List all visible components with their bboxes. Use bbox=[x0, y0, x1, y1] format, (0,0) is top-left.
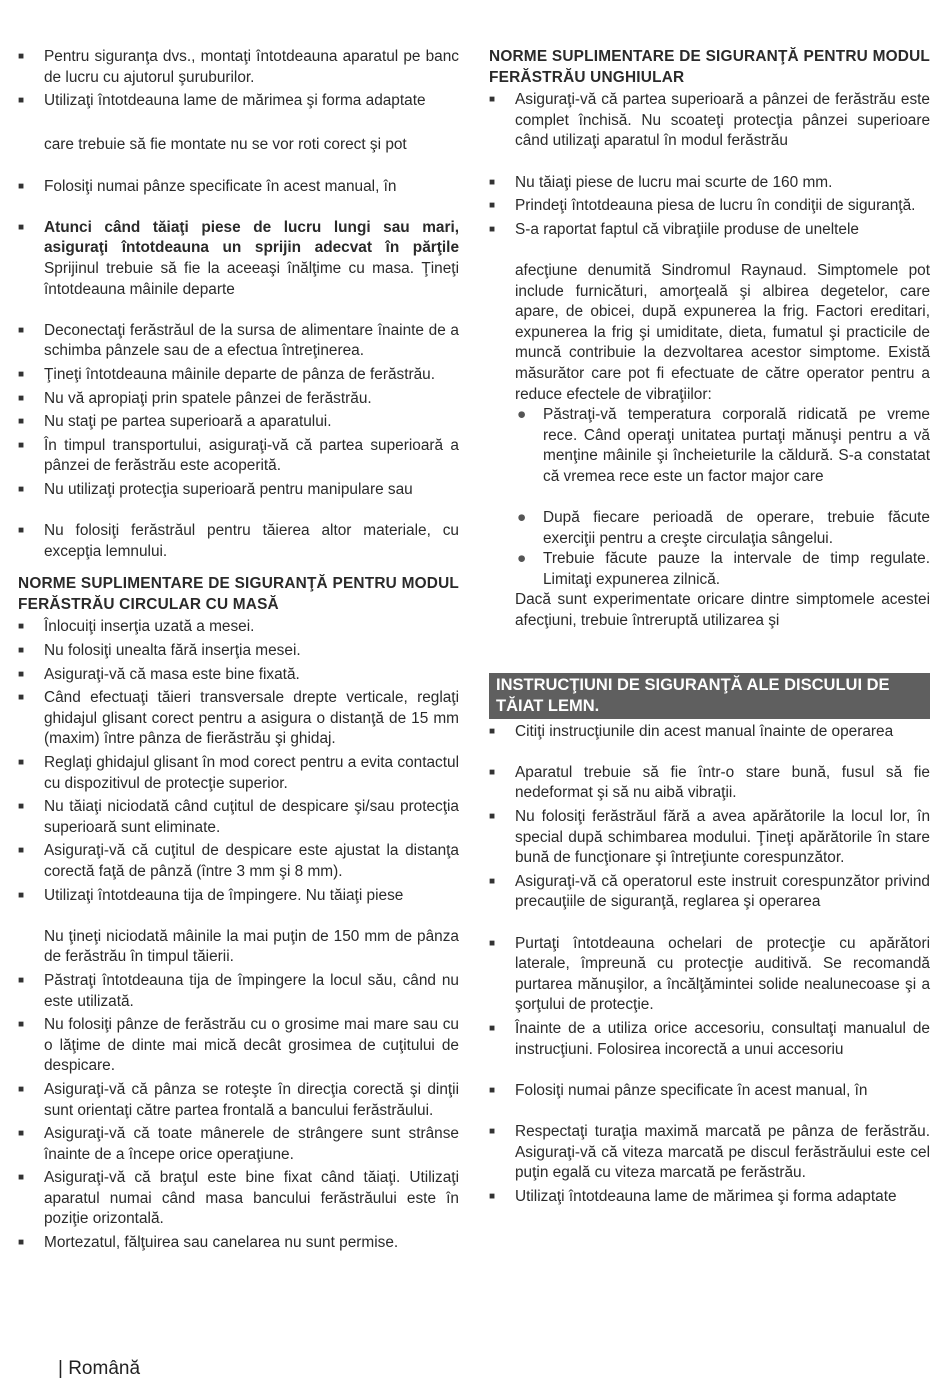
list-item: ■ Prindeţi întotdeauna piesa de lucru în condiţii de siguranţă. bbox=[489, 196, 930, 217]
square-bullet-icon: ■ bbox=[18, 95, 25, 107]
list-item: ■ Asiguraţi-vă că masa este bine fixată. bbox=[18, 665, 459, 686]
list-item: ■ Înlocuiţi inserţia uzată a mesei. bbox=[18, 617, 459, 638]
square-bullet-icon: ■ bbox=[489, 937, 496, 949]
list-item: ■ Asiguraţi-vă că pânza se roteşte în direcţia corectă şi dinţii sunt orientaţi către partea frontală a bancului ferăstrăului. bbox=[18, 1080, 459, 1119]
square-bullet-icon: ■ bbox=[489, 176, 496, 188]
square-bullet-icon: ■ bbox=[18, 1019, 25, 1031]
square-bullet-icon: ■ bbox=[489, 200, 496, 212]
list-item-continuation: care trebuie să fie montate nu se vor roti corect şi pot bbox=[44, 136, 407, 154]
square-bullet-icon: ■ bbox=[489, 94, 496, 106]
list-item: ■ Utilizaţi întotdeauna lame de mărimea şi forma adaptate bbox=[489, 1187, 930, 1208]
list-item: ■ Nu staţi pe partea superioară a aparatului. bbox=[18, 412, 459, 433]
square-bullet-icon: ■ bbox=[18, 645, 25, 657]
list-item: ■ Mortezatul, fălţuirea sau canelarea nu sunt permise. bbox=[18, 1233, 459, 1254]
section-heading: NORME SUPLIMENTARE DE SIGURANŢĂ PENTRU MODUL FERĂSTRĂU UNGHIULAR bbox=[489, 48, 930, 86]
section-heading: NORME SUPLIMENTARE DE SIGURANŢĂ PENTRU MODUL FERĂSTRĂU CIRCULAR CU MASĂ bbox=[18, 575, 459, 613]
square-bullet-icon: ■ bbox=[18, 525, 25, 537]
section-heading-box: INSTRUCŢIUNI DE SIGURANŢĂ ALE DISCULUI DE TĂIAT LEMN. bbox=[489, 673, 930, 719]
list-item: ■ Folosiţi numai pânze specificate în acest manual, în bbox=[489, 1081, 930, 1102]
round-bullet-icon: ● bbox=[517, 509, 527, 527]
square-bullet-icon: ■ bbox=[18, 801, 25, 813]
list-item: ■ Purtaţi întotdeauna ochelari de protecţie cu apărători laterale, împreună cu protecţie auditivă. Se recomandă purtarea mănuşilor, a încălţămintei solide nealunecoase şi a şorţului de protecţie. bbox=[489, 934, 930, 1014]
square-bullet-icon: ■ bbox=[18, 368, 25, 380]
list-item: ■ Atunci când tăiaţi piese de lucru lungi sau mari, asiguraţi întotdeauna un sprijin adecvat în părţile Sprijinul trebuie să fie la aceeaşi înălţime cu masa. Ţineţi întotdeauna mâinile departe bbox=[18, 218, 459, 298]
list-item: ■ S-a raportat faptul că vibraţiile produse de uneltele bbox=[489, 220, 930, 241]
square-bullet-icon: ■ bbox=[489, 725, 496, 737]
square-bullet-icon: ■ bbox=[18, 483, 25, 495]
list-item: ■ Asiguraţi-vă că partea superioară a pânzei de ferăstrău este complet închisă. Nu scoateţi protecţia pânzei superioare când utilizaţi aparatul în modul ferăstrău bbox=[489, 91, 930, 150]
square-bullet-icon: ■ bbox=[489, 766, 496, 778]
square-bullet-icon: ■ bbox=[18, 974, 25, 986]
square-bullet-icon: ■ bbox=[489, 1190, 496, 1202]
square-bullet-icon: ■ bbox=[18, 180, 25, 192]
list-item: ■ Ţineţi întotdeauna mâinile departe de pânza de ferăstrău. bbox=[18, 365, 459, 386]
square-bullet-icon: ■ bbox=[18, 845, 25, 857]
list-item: ■ În timpul transportului, asiguraţi-vă că partea superioară a pânzei de ferăstrău este acoperită. bbox=[18, 436, 459, 475]
square-bullet-icon: ■ bbox=[489, 875, 496, 887]
sub-list-item: ● După fiecare perioadă de operare, trebuie făcute exerciţii pentru a creşte circulaţia sângelui. bbox=[517, 509, 930, 547]
page-footer-language: | Română bbox=[58, 1358, 141, 1379]
square-bullet-icon: ■ bbox=[18, 1128, 25, 1140]
square-bullet-icon: ■ bbox=[18, 757, 25, 768]
square-bullet-icon: ■ bbox=[18, 51, 25, 62]
square-bullet-icon: ■ bbox=[489, 1022, 496, 1034]
square-bullet-icon: ■ bbox=[18, 1083, 25, 1095]
list-item: ■ Aparatul trebuie să fie într-o stare bună, fusul să fie nedeformat şi să nu aibă vibraţii. bbox=[489, 763, 930, 802]
sub-list-item: ● Trebuie făcute pauze la intervale de timp regulate. Limitaţi expunerea zilnică. bbox=[517, 550, 930, 588]
square-bullet-icon: ■ bbox=[18, 439, 25, 451]
square-bullet-icon: ■ bbox=[489, 1125, 496, 1137]
square-bullet-icon: ■ bbox=[18, 692, 25, 704]
square-bullet-icon: ■ bbox=[18, 1172, 25, 1184]
square-bullet-icon: ■ bbox=[18, 416, 25, 428]
list-item: ■ Nu folosiţi pânze de ferăstrău cu o grosime mai mare sau cu o lăţime de dinte mai mică decât grosimea de cuţitului de despicare. bbox=[18, 1016, 459, 1075]
square-bullet-icon: ■ bbox=[18, 668, 25, 680]
square-bullet-icon: ■ bbox=[18, 889, 25, 901]
square-bullet-icon: ■ bbox=[18, 324, 25, 336]
bold-text: Atunci când tăiaţi piese de lucru lungi sau mari, asiguraţi întotdeauna un sprijin adecvat în părţile bbox=[44, 218, 459, 257]
list-item: ■ Nu tăiaţi piese de lucru mai scurte de 160 mm. bbox=[489, 173, 930, 194]
square-bullet-icon: ■ bbox=[489, 223, 496, 235]
list-item-continuation: Nu ţineţi niciodată mâinile la mai puţin de 150 mm de pânza de ferăstrău în timpul tăierii. bbox=[44, 927, 459, 966]
list-item: ■ Nu folosiţi ferăstrăul pentru tăierea altor materiale, cu excepţia lemnului. bbox=[18, 522, 459, 560]
list-item: ■ Nu tăiaţi niciodată când cuţitul de despicare şi/sau protecţia superioară sunt eliminate. bbox=[18, 798, 459, 836]
right-column bbox=[489, 47, 930, 1210]
round-bullet-icon: ● bbox=[517, 406, 527, 424]
sub-list-item: ● Păstraţi-vă temperatura corporală ridicată pe vreme rece. Când operaţi unitatea purtaţi mănuşi pentru a vă menţine mâinile şi încheieturile la căldură. S-a constatat că vremea rece este un factor major care bbox=[517, 406, 930, 485]
list-item: ■ Reglaţi ghidajul glisant în mod corect pentru a evita contactul cu dispozitivul de protecţie superior. bbox=[18, 754, 459, 792]
list-item: ■ Nu utilizaţi protecţia superioară pentru manipulare sau bbox=[18, 480, 459, 501]
list-item: ■ Deconectaţi ferăstrăul de la sursa de alimentare înainte de a schimba pânzele sau de a efectua întreţinerea. bbox=[18, 321, 459, 360]
list-item: ■ Asiguraţi-vă că operatorul este instruit corespunzător privind precauţiile de siguranţă, reglarea şi operarea bbox=[489, 872, 930, 911]
list-item: ■ Asiguraţi-vă că braţul este bine fixat când tăiaţi. Utilizaţi aparatul numai când masa bancului ferăstrăului este în poziţie orizontală. bbox=[18, 1169, 459, 1228]
square-bullet-icon: ■ bbox=[489, 811, 496, 822]
body-paragraph: Dacă sunt experimentate oricare dintre simptomele acestei afecţiuni, trebuie întreruptă utilizarea şi bbox=[515, 591, 930, 630]
list-item: ■ Când efectuaţi tăieri transversale drepte verticale, reglaţi ghidajul glisant corect pentru a asigura o distanţă de 15 mm (maxim) între pânza de fierăstrău şi ghidaj. bbox=[18, 689, 459, 748]
list-item: ■ Citiţi instrucţiunile din acest manual înainte de operarea bbox=[489, 722, 930, 743]
round-bullet-icon: ● bbox=[517, 550, 527, 568]
list-item: ■ Nu folosiţi unealta fără inserţia mesei. bbox=[18, 641, 459, 662]
body-paragraph: afecţiune denumită Sindromul Raynaud. Simptomele pot include furnicături, amorţeală şi albirea degetelor, care apare, de obicei, după expunerea la frig. Factori ereditari, expunerea la frig şi umiditate, dieta, fumatul şi practicile de muncă contribuie la dezvoltarea acestor simptome. Există măsurător care pot fi efectuate de către operator pentru a reduce efectele de vibraţiilor: bbox=[515, 261, 930, 403]
left-column bbox=[18, 47, 459, 1257]
square-bullet-icon: ■ bbox=[18, 221, 25, 233]
list-item: ■ Utilizaţi întotdeauna tija de împingere. Nu tăiaţi piese bbox=[18, 886, 459, 907]
list-item: ■ Păstraţi întotdeauna tija de împingere la locul său, când nu este utilizată. bbox=[18, 971, 459, 1010]
list-item: ■ Asiguraţi-vă că toate mânerele de strângere sunt strânse înainte de a începe orice operaţiune. bbox=[18, 1125, 459, 1163]
list-item: ■ Folosiţi numai pânze specificate în acest manual, în bbox=[18, 177, 459, 198]
list-item: ■ Pentru siguranţa dvs., montaţi întotdeauna aparatul pe banc de lucru cu ajutorul şuruburilor. bbox=[18, 48, 459, 86]
list-item: ■ Nu folosiţi ferăstrăul fără a avea apărătorile la locul lor, în special după schimbarea modului. Ţineţi apărătorile în stare bună de funcţionare şi întreţiunte corespunzător. bbox=[489, 808, 930, 867]
list-item: ■ Utilizaţi întotdeauna lame de mărimea şi forma adaptate bbox=[18, 91, 459, 112]
list-item: ■ Nu vă apropiaţi prin spatele pânzei de ferăstrău. bbox=[18, 389, 459, 410]
square-bullet-icon: ■ bbox=[18, 1237, 25, 1249]
square-bullet-icon: ■ bbox=[18, 392, 25, 404]
square-bullet-icon: ■ bbox=[18, 621, 25, 633]
list-item: ■ Respectaţi turaţia maximă marcată pe pânza de ferăstrău. Asiguraţi-vă că viteza marcată pe discul ferăstrăului este cel puţin egală cu viteza marcată pe ferăstrău. bbox=[489, 1122, 930, 1182]
list-item: ■ Asiguraţi-vă că cuţitul de despicare este ajustat la distanţa corectă faţă de pânză (între 3 mm şi 8 mm). bbox=[18, 842, 459, 880]
square-bullet-icon: ■ bbox=[489, 1084, 496, 1096]
list-item: ■ Înainte de a utiliza orice accesoriu, consultaţi manualul de instrucţiuni. Folosirea incorectă a unui accesoriu bbox=[489, 1019, 930, 1058]
